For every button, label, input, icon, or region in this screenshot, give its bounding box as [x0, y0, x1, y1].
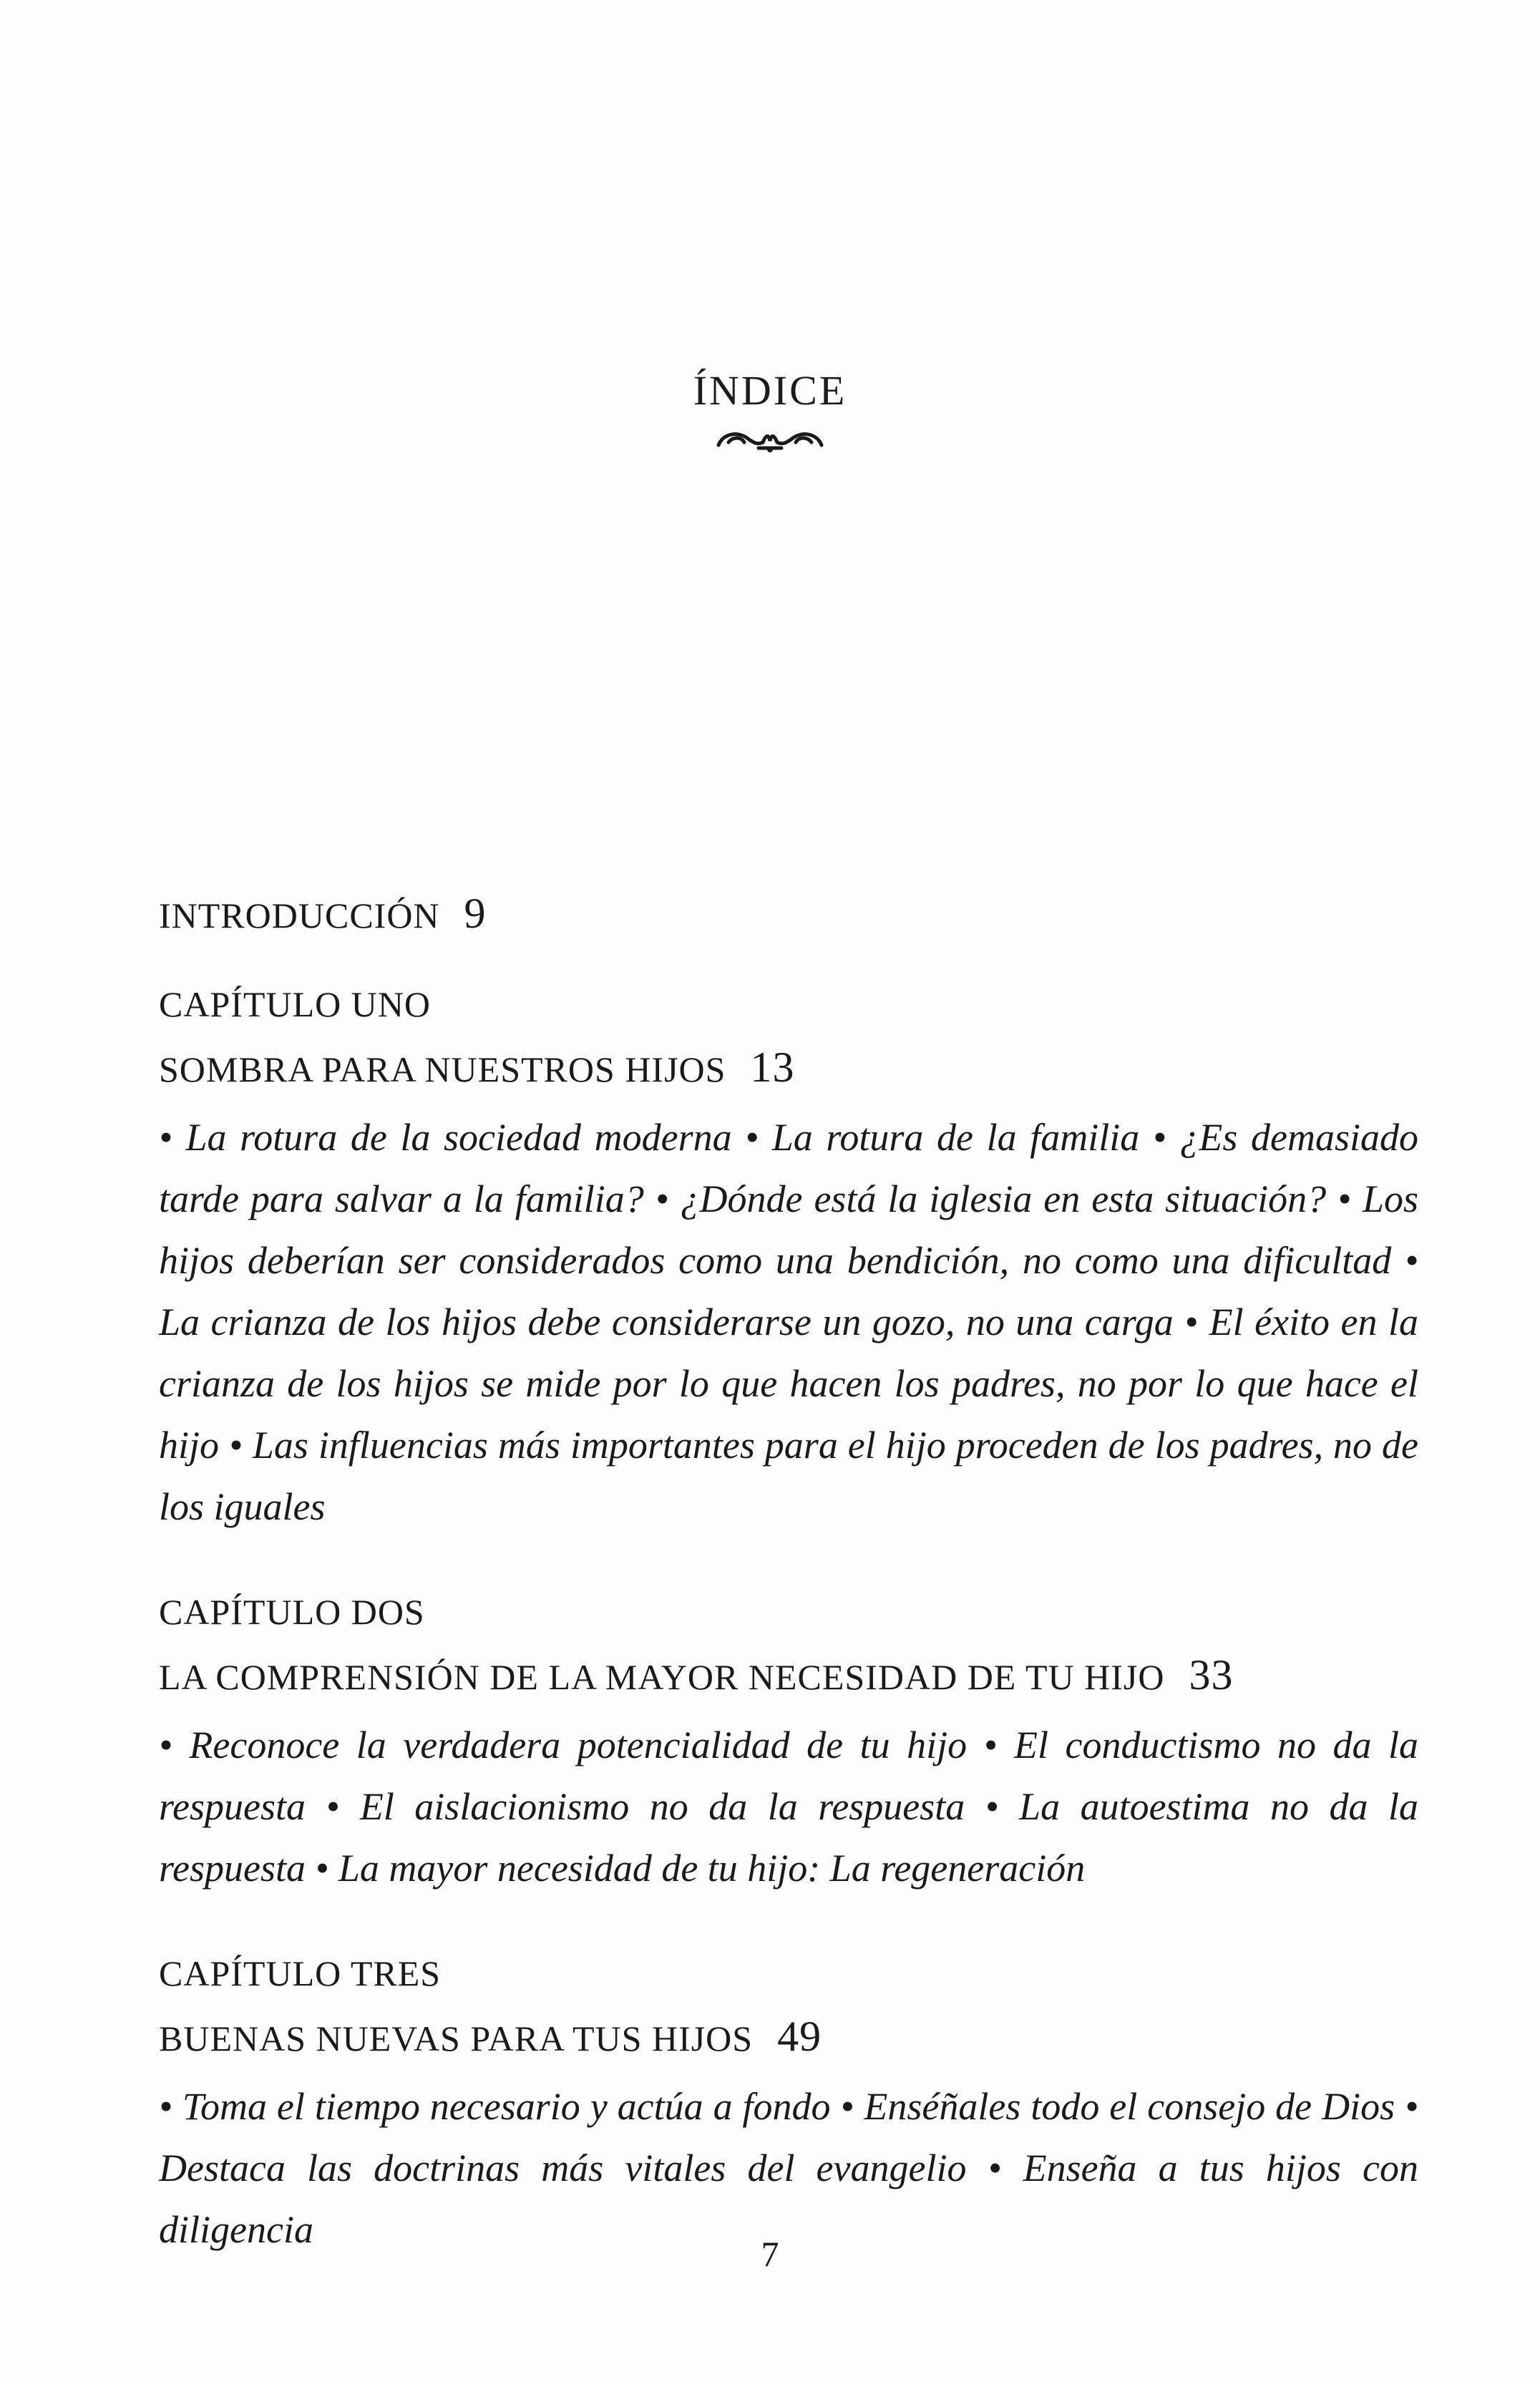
chapter-label: CAPÍTULO DOS: [159, 1592, 425, 1632]
page-title: ÍNDICE: [693, 367, 847, 414]
chapter-page-number: 13: [750, 1044, 795, 1091]
chapter-title-line: [159, 1643, 1418, 1708]
chapter-page-number: 33: [1189, 1651, 1234, 1698]
chapter-label: CAPÍTULO UNO: [159, 984, 432, 1024]
chapter-topics: • La rotura de la sociedad moderna • La rotura de la familia • ¿Es demasiado tarde para salvar a la familia? • ¿Dónde está la iglesia en esta situación? • Los hijos deberían ser considerados como una bendición, no como una dificultad • La crianza de los hijos debe considerarse un gozo, no una carga • El éxito en la crianza de los hijos se mide por lo que hacen los padres, no por lo que hace el hijo • Las influencias más importantes para el hijo proceden de los padres, no de los iguales: [159, 1116, 1418, 1528]
chapter-page-number: 49: [777, 2013, 822, 2060]
introduction-label: INTRODUCCIÓN: [159, 895, 440, 935]
chapter-label: CAPÍTULO TRES: [159, 1953, 442, 1993]
ornament-flourish-icon: [713, 421, 827, 457]
chapter-title: BUENAS NUEVAS PARA TUS HIJOS: [159, 2018, 754, 2058]
chapter-title: SOMBRA PARA NUESTROS HIJOS: [159, 1049, 726, 1089]
toc-entry-introduction[interactable]: [159, 882, 1418, 947]
chapter-topics: • Reconoce la verdadera potencialidad de tu hijo • El conductismo no da la respuesta • El aislacionismo no da la respuesta • La autoestima no da la respuesta • La mayor necesidad de tu hijo: La regeneración: [159, 1724, 1418, 1890]
chapter-title-line: [159, 1036, 1418, 1101]
table-of-contents: [159, 882, 1418, 2303]
chapter-title: LA COMPRENSIÓN DE LA MAYOR NECESIDAD DE TU HIJO: [159, 1657, 1165, 1697]
chapter-topics: • Toma el tiempo necesario y actúa a fondo • Enséñales todo el consejo de Dios • Destaca las doctrinas más vitales del evangelio • Enseña a tus hijos con diligencia: [159, 2085, 1418, 2251]
chapter-title-line: [159, 2005, 1418, 2070]
toc-entry-chapter-2[interactable]: [159, 1580, 1418, 1899]
page-number-footer: 7: [761, 2234, 779, 2274]
toc-entry-chapter-3[interactable]: [159, 1942, 1418, 2260]
toc-entry-chapter-1[interactable]: [159, 973, 1418, 1537]
introduction-page-number: 9: [464, 890, 487, 937]
